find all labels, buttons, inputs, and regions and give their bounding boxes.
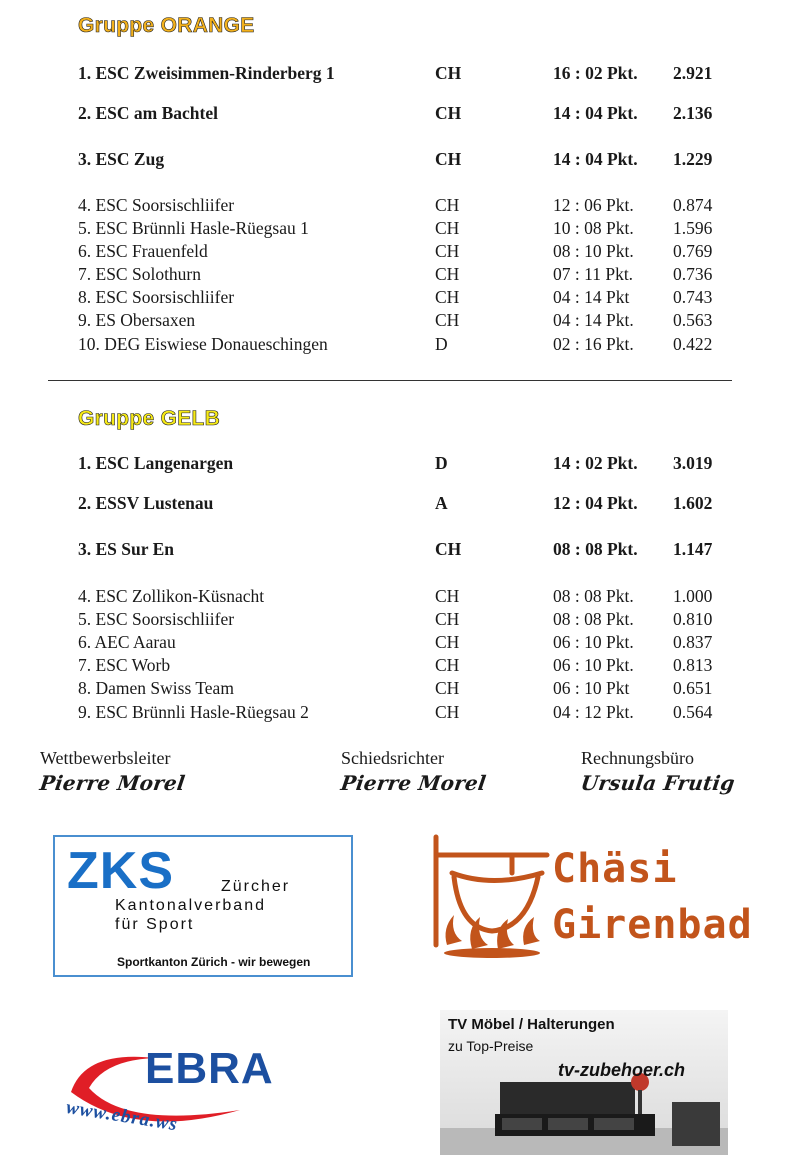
chaesi-line1: Chäsi bbox=[552, 846, 678, 892]
table-row bbox=[0, 240, 800, 262]
cell-points: 04 : 14 Pkt bbox=[553, 287, 630, 307]
table-row bbox=[0, 585, 800, 607]
cell-name: 5. ESC Soorsischliifer bbox=[78, 609, 235, 629]
cell-points: 04 : 12 Pkt. bbox=[553, 702, 634, 722]
cell-country: CH bbox=[435, 586, 460, 606]
cell-name: 7. ESC Solothurn bbox=[78, 264, 202, 284]
zks-line2: Kantonalverband bbox=[115, 897, 266, 914]
cell-points: 14 : 04 Pkt. bbox=[553, 149, 638, 169]
cell-name: 2. ESC am Bachtel bbox=[78, 103, 218, 123]
zks-line3: für Sport bbox=[115, 916, 195, 933]
cell-points: 16 : 02 Pkt. bbox=[553, 63, 638, 83]
cell-score: 1.229 bbox=[673, 149, 713, 169]
signature-schiedsrichter: Pierre Morel bbox=[339, 771, 488, 795]
cell-name: 4. ESC Soorsischliifer bbox=[78, 195, 235, 215]
cell-score: 1.596 bbox=[673, 218, 713, 238]
cell-score: 1.000 bbox=[673, 586, 713, 606]
cell-country: CH bbox=[435, 103, 462, 123]
table-row bbox=[0, 608, 800, 630]
table-row bbox=[0, 654, 800, 676]
cell-name: 9. ESC Brünnli Hasle-Rüegsau 2 bbox=[78, 702, 309, 722]
cell-name: 5. ESC Brünnli Hasle-Rüegsau 1 bbox=[78, 218, 309, 238]
cell-score: 0.651 bbox=[673, 678, 713, 698]
cell-score: 2.921 bbox=[673, 63, 713, 83]
cell-score: 0.769 bbox=[673, 241, 713, 261]
cell-country: CH bbox=[435, 632, 460, 652]
cell-score: 0.422 bbox=[673, 334, 713, 354]
cell-name: 8. ESC Soorsischliifer bbox=[78, 287, 235, 307]
cell-country: CH bbox=[435, 539, 462, 559]
cell-country: D bbox=[435, 453, 448, 473]
cell-name: 7. ESC Worb bbox=[78, 655, 171, 675]
cell-score: 0.813 bbox=[673, 655, 713, 675]
cell-score: 0.743 bbox=[673, 287, 713, 307]
cell-points: 08 : 08 Pkt. bbox=[553, 586, 634, 606]
cell-name: 1. ESC Zweisimmen-Rinderberg 1 bbox=[78, 63, 335, 83]
signature-wettbewerbsleiter: Pierre Morel bbox=[38, 771, 187, 795]
sponsor-logo-zks bbox=[53, 835, 353, 977]
cell-points: 07 : 11 Pkt. bbox=[553, 264, 634, 284]
ebra-wordmark: EBRA bbox=[145, 1044, 274, 1093]
table-row bbox=[0, 148, 800, 170]
tv-ad-url: tv-zubehoer.ch bbox=[558, 1060, 686, 1080]
cell-points: 04 : 14 Pkt. bbox=[553, 310, 634, 330]
table-row bbox=[0, 286, 800, 308]
table-row bbox=[0, 492, 800, 514]
cell-country: CH bbox=[435, 655, 460, 675]
cell-name: 4. ESC Zollikon-Küsnacht bbox=[78, 586, 265, 606]
table-row bbox=[0, 538, 800, 560]
cell-score: 2.136 bbox=[673, 103, 713, 123]
table-row bbox=[0, 217, 800, 239]
cell-country: CH bbox=[435, 678, 460, 698]
cell-score: 1.602 bbox=[673, 493, 713, 513]
cell-name: 10. DEG Eiswiese Donaueschingen bbox=[78, 334, 328, 354]
table-row bbox=[0, 333, 800, 355]
cell-name: 3. ESC Zug bbox=[78, 149, 165, 169]
cell-country: CH bbox=[435, 218, 460, 238]
cell-country: CH bbox=[435, 264, 460, 284]
cell-points: 06 : 10 Pkt. bbox=[553, 655, 634, 675]
cell-points: 14 : 04 Pkt. bbox=[553, 103, 638, 123]
cell-country: CH bbox=[435, 609, 460, 629]
tv-ad-subline: zu Top-Preise bbox=[448, 1038, 534, 1054]
zks-line1: Zürcher bbox=[221, 878, 291, 895]
cell-points: 12 : 04 Pkt. bbox=[553, 493, 638, 513]
cell-points: 06 : 10 Pkt. bbox=[553, 632, 634, 652]
cell-country: CH bbox=[435, 287, 460, 307]
cell-country: CH bbox=[435, 702, 460, 722]
zks-tagline: Sportkanton Zürich - wir bewegen bbox=[117, 955, 311, 969]
table-row bbox=[0, 631, 800, 653]
cell-points: 06 : 10 Pkt bbox=[553, 678, 630, 698]
cell-score: 0.563 bbox=[673, 310, 713, 330]
cell-name: 8. Damen Swiss Team bbox=[78, 678, 234, 698]
signature-rechnungsbuero: Ursula Frutig bbox=[579, 771, 737, 795]
cell-name: 6. ESC Frauenfeld bbox=[78, 241, 208, 261]
cell-points: 14 : 02 Pkt. bbox=[553, 453, 638, 473]
cell-name: 1. ESC Langenargen bbox=[78, 453, 234, 473]
official-role-schiedsrichter: Schiedsrichter bbox=[341, 748, 444, 768]
cell-score: 0.874 bbox=[673, 195, 713, 215]
table-row bbox=[0, 701, 800, 723]
table-row bbox=[0, 194, 800, 216]
cell-country: A bbox=[435, 493, 448, 513]
chaesi-line2: Girenbad bbox=[552, 902, 753, 948]
tv-ad-headline: TV Möbel / Halterungen bbox=[448, 1016, 615, 1033]
group-title-orange: Gruppe ORANGE bbox=[78, 14, 255, 37]
table-row bbox=[0, 452, 800, 474]
cell-name: 3. ES Sur En bbox=[78, 539, 174, 559]
ebra-url: www.ebra.ws bbox=[64, 1097, 180, 1136]
cell-name: 6. AEC Aarau bbox=[78, 632, 176, 652]
cheese-kettle-fire-icon bbox=[432, 833, 552, 963]
section-divider bbox=[48, 380, 732, 381]
cell-country: CH bbox=[435, 310, 460, 330]
cell-points: 10 : 08 Pkt. bbox=[553, 218, 634, 238]
cell-points: 08 : 08 Pkt. bbox=[553, 609, 634, 629]
cell-score: 0.564 bbox=[673, 702, 713, 722]
cell-country: CH bbox=[435, 149, 462, 169]
table-row bbox=[0, 102, 800, 124]
cell-name: 9. ES Obersaxen bbox=[78, 310, 196, 330]
cell-score: 0.810 bbox=[673, 609, 713, 629]
cell-score: 0.736 bbox=[673, 264, 713, 284]
cell-country: D bbox=[435, 334, 448, 354]
cell-country: CH bbox=[435, 241, 460, 261]
cell-points: 12 : 06 Pkt. bbox=[553, 195, 634, 215]
table-row bbox=[0, 62, 800, 84]
cell-score: 0.837 bbox=[673, 632, 713, 652]
sponsor-logo-chaesi-girenbad bbox=[432, 833, 767, 963]
cell-name: 2. ESSV Lustenau bbox=[78, 493, 214, 513]
cell-points: 08 : 08 Pkt. bbox=[553, 539, 638, 559]
table-row bbox=[0, 309, 800, 331]
cell-country: CH bbox=[435, 63, 462, 83]
table-row bbox=[0, 263, 800, 285]
table-row bbox=[0, 677, 800, 699]
cell-score: 1.147 bbox=[673, 539, 713, 559]
cell-score: 3.019 bbox=[673, 453, 713, 473]
official-role-wettbewerbsleiter: Wettbewerbsleiter bbox=[40, 748, 171, 768]
official-role-rechnungsbuero: Rechnungsbüro bbox=[581, 748, 694, 768]
cell-points: 08 : 10 Pkt. bbox=[553, 241, 634, 261]
sponsor-ad-tv-zubehoer bbox=[440, 1010, 728, 1155]
cell-points: 02 : 16 Pkt. bbox=[553, 334, 634, 354]
zks-abbr: ZKS bbox=[67, 842, 174, 900]
sponsor-logo-ebra bbox=[65, 1040, 310, 1140]
cell-country: CH bbox=[435, 195, 460, 215]
group-title-gelb: Gruppe GELB bbox=[78, 407, 221, 430]
